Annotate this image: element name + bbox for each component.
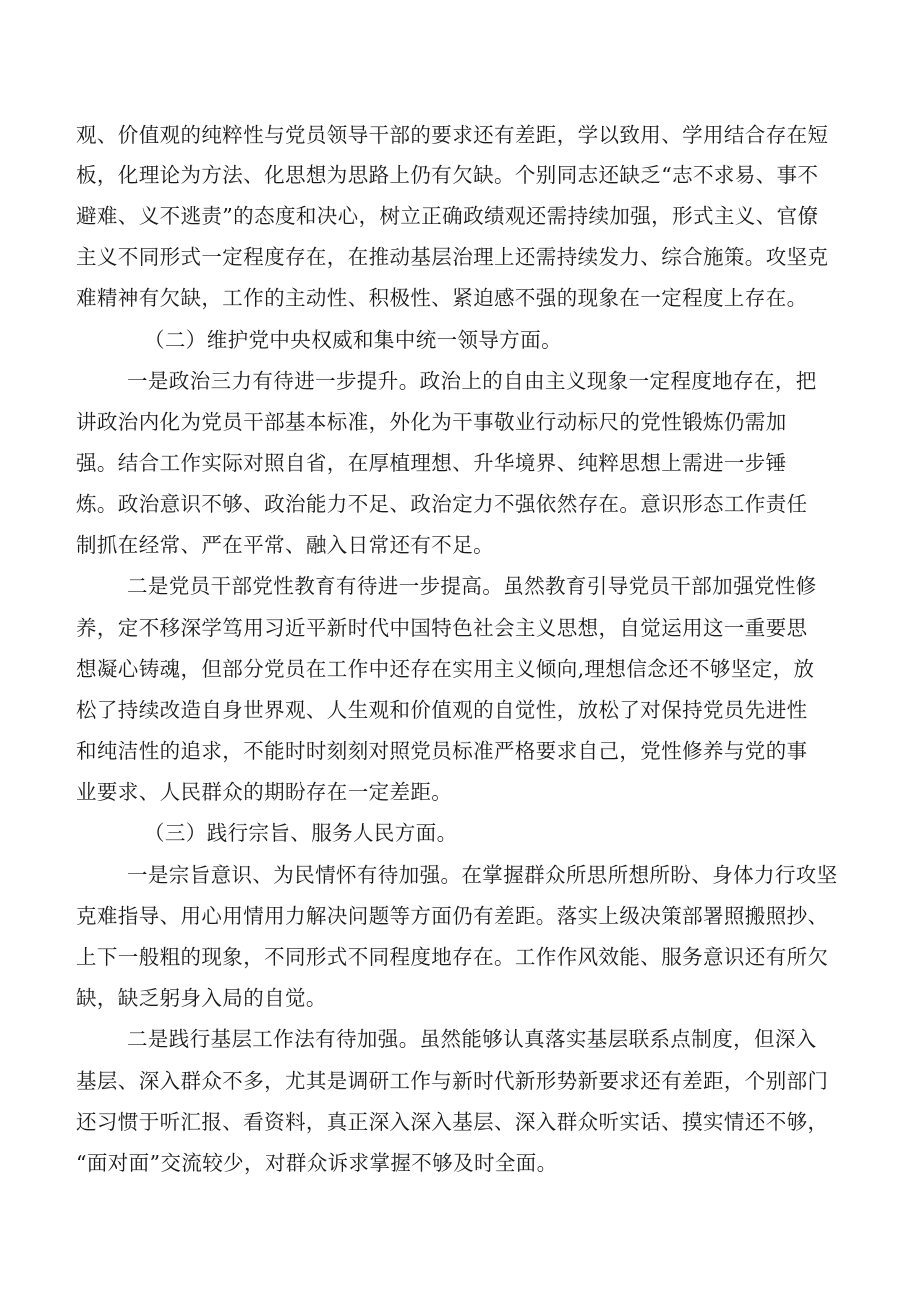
text-line: 松了持续改造自身世界观、人生观和价值观的自觉性，放松了对保持党员先进性 [76,698,808,722]
text-line: 上下一般粗的现象，不同形式不同程度地存在。工作作风效能、服务意识还有所欠 [76,945,829,969]
text-line: 避难、义不逃责”的态度和决心，树立正确政绩观还需持续加强，形式主义、官僚 [76,204,819,228]
text-line: “面对面”交流较少，对群众诉求掌握不够及时全面。 [76,1151,558,1175]
text-line: 讲政治内化为党员干部基本标准，外化为干事敬业行动标尺的党性锻炼仍需加 [76,410,787,434]
text-line: 难精神有欠缺，工作的主动性、积极性、紧迫感不强的现象在一定程度上存在。 [76,286,808,310]
text-line: 业要求、人民群众的期盼存在一定差距。 [76,780,453,804]
text-line: 克难指导、用心用情用力解决问题等方面仍有差距。落实上级决策部署照搬照抄、 [76,904,829,928]
text-line: 主义不同形式一定程度存在，在推动基层治理上还需持续发力、综合施策。攻坚克 [76,245,829,269]
text-line: 炼。政治意识不够、政治能力不足、政治定力不强依然存在。意识形态工作责任 [76,492,808,516]
text-line: 制抓在经常、严在平常、融入日常还有不足。 [76,533,494,557]
text-line: 养，定不移深学笃用习近平新时代中国特色社会主义思想，自觉运用这一重要思 [76,616,808,640]
text-line: 一是宗旨意识、为民情怀有待加强。在掌握群众所思所想所盼、身体力行攻坚 [127,863,838,887]
text-line: 强。结合工作实际对照自省，在厚植理想、升华境界、纯粹思想上需进一步锤 [76,451,787,475]
section-heading: （三）践行宗旨、服务人民方面。 [144,821,458,845]
text-line: 和纯洁性的追求，不能时时刻刻对照党员标准严格要求自己，党性修养与党的事 [76,739,808,763]
text-line: 观、价值观的纯粹性与党员领导干部的要求还有差距，学以致用、学用结合存在短 [76,123,829,147]
text-line: 缺，缺乏躬身入局的自觉。 [76,986,327,1010]
section-heading: （二）维护党中央权威和集中统一领导方面。 [144,328,562,352]
text-line: 二是党员干部党性教育有待进一步提高。虽然教育引导党员干部加强党性修 [127,574,817,598]
text-line: 还习惯于听汇报、看资料，真正深入深入基层、深入群众听实话、摸实情还不够， [76,1110,829,1134]
text-line: 想凝心铸魂，但部分党员在工作中还存在实用主义倾向,理想信念还不够坚定，放 [76,657,815,681]
text-line: 一是政治三力有待进一步提升。政治上的自由主义现象一定程度地存在，把 [127,369,817,393]
text-line: 板，化理论为方法、化思想为思路上仍有欠缺。个别同志还缺乏“志不求易、事不 [76,163,819,187]
text-line: 二是践行基层工作法有待加强。虽然能够认真落实基层联系点制度，但深入 [127,1027,817,1051]
text-line: 基层、深入群众不多，尤其是调研工作与新时代新形势新要求还有差距，个别部门 [76,1069,829,1093]
